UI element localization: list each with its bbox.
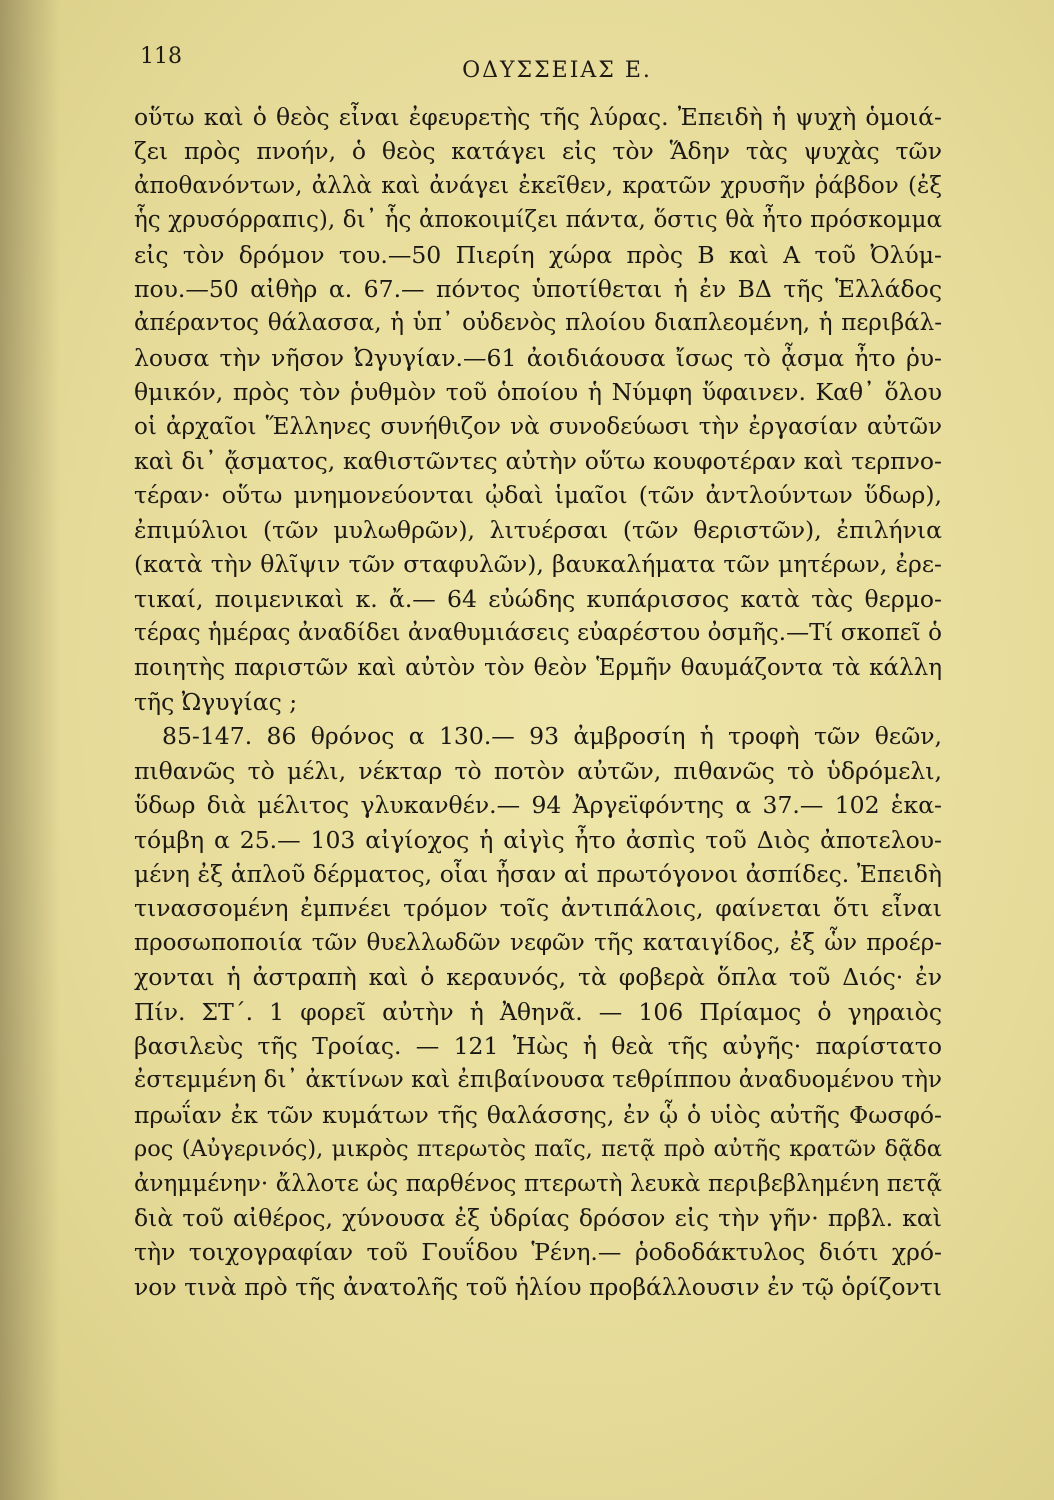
text-line: βασιλεὺς τῆς Τροίας. — 121 Ἠὼς ἡ θεὰ τῆς αὐγῆς· παρίστατο [134,1031,942,1060]
text-line: τόμβη α 25.— 103 αἰγίοχος ἡ αἰγὶς ἦτο ἀσπὶς τοῦ Διὸς ἀποτελου- [134,825,942,854]
text-line: ποιητὴς παριστῶν καὶ αὐτὸν τὸν θεὸν Ἑρμῆν θαυμάζοντα τὰ κάλλη [134,654,942,681]
text-line: εἰς τὸν δρόμον του.—50 Πιερίη χώρα πρὸς Β καὶ Α τοῦ Ὀλύμ- [134,240,942,269]
text-line: προσωποποιία τῶν θυελλωδῶν νεφῶν τῆς καταιγίδος, ἐξ ὧν προέρ- [134,929,942,956]
commentary-text [134,100,942,1304]
page-number: 118 [140,44,182,69]
text-line: ζει πρὸς πνοήν, ὁ θεὸς κατάγει εἰς τὸν Ἅδην τὰς ψυχὰς τῶν [134,137,942,166]
text-line: τικαί, ποιμενικαὶ κ. ἄ.— 64 εὐώδης κυπάρισσος κατὰ τὰς θερμο- [134,584,942,613]
text-line: τέραν· οὕτω μνημονεύονται ᾠδαὶ ἱμαῖοι (τῶν ἀντλούντων ὕδωρ), [134,481,942,510]
page-header [140,40,974,84]
text-line: ἧς χρυσόρραπις), δι᾽ ἧς ἀποκοιμίζει πάντα, ὅστις θὰ ἦτο πρόσκομμα [134,207,942,234]
text-line: καὶ δι᾽ ᾄσματος, καθιστῶντες αὐτὴν οὕτω κουφοτέραν καὶ τερπνο- [134,447,942,476]
text-line: πρωΐαν ἐκ τῶν κυμάτων τῆς θαλάσσης, ἐν ᾧ ὁ υἱὸς αὐτῆς Φωσφό- [134,1100,942,1129]
text-line: ἐπιμύλιοι (τῶν μυλωθρῶν), λιτυέρσαι (τῶν θεριστῶν), ἐπιλήνια [134,515,942,544]
text-line: ἀπέραντος θάλασσα, ἡ ὑπ᾽ οὐδενὸς πλοίου διαπλεομένη, ἡ περιβάλ- [134,310,942,337]
text-line: πιθανῶς τὸ μέλι, νέκταρ τὸ ποτὸν αὐτῶν, πιθανῶς τὸ ὑδρόμελι, [134,756,942,785]
text-line: τῆς Ὠγυγίας ; [134,687,298,716]
text-line: ὕδωρ διὰ μέλιτος γλυκανθέν.— 94 Ἀργεϊφόντης α 37.— 102 ἑκα- [134,791,942,820]
text-line: θμικόν, πρὸς τὸν ῥυθμὸν τοῦ ὁποίου ἡ Νύμφη ὕφαινεν. Καθ᾽ ὅλου [134,378,942,407]
text-line: διὰ τοῦ αἰθέρος, χύνουσα ἐξ ὑδρίας δρόσον εἰς τὴν γῆν· πρβλ. καὶ [134,1204,942,1232]
text-line: χονται ἡ ἀστραπὴ καὶ ὁ κεραυνός, τὰ φοβερὰ ὅπλα τοῦ Διός· ἐν [134,963,942,992]
text-line: ρος (Αὐγερινός), μικρὸς πτερωτὸς παῖς, πετᾷ πρὸ αὐτῆς κρατῶν δᾷδα [134,1136,942,1163]
text-line: (κατὰ τὴν θλῖψιν τῶν σταφυλῶν), βαυκαλήματα τῶν μητέρων, ἐρε- [134,550,942,579]
text-line: οἱ ἀρχαῖοι Ἕλληνες συνήθιζον νὰ συνοδεύωσι τὴν ἐργασίαν αὐτῶν [134,413,942,440]
text-line: 85-147. 86 θρόνος α 130.— 93 ἀμβροσίη ἡ τροφὴ τῶν θεῶν, [162,722,942,751]
text-line: μένη ἐξ ἁπλοῦ δέρματος, οἷαι ἦσαν αἱ πρωτόγονοι ἀσπίδες. Ἐπειδὴ [134,859,942,888]
text-line: Πίν. ΣΤ´. 1 φορεῖ αὐτὴν ἡ Ἀθηνᾶ. — 106 Πρίαμος ὁ γηραιὸς [134,997,942,1026]
running-head: ΟΔΥΣΣΕΙΑΣ Ε. [462,58,652,83]
text-line: ἀποθανόντων, ἀλλὰ καὶ ἀνάγει ἐκεῖθεν, κρατῶν χρυσῆν ῥάβδον (ἐξ [134,172,942,199]
text-line: τέρας ἡμέρας ἀναδίδει ἀναθυμιάσεις εὐαρέστου ὀσμῆς.—Τί σκοπεῖ ὁ [134,620,942,647]
text-line: νον τινὰ πρὸ τῆς ἀνατολῆς τοῦ ἡλίου προβάλλουσιν ἐν τῷ ὁρίζοντι [134,1272,942,1301]
text-line: τινασσομένη ἐμπνέει τρόμον τοῖς ἀντιπάλοις, φαίνεται ὅτι εἶναι [134,894,942,923]
text-line: ἐστεμμένη δι᾽ ἀκτίνων καὶ ἐπιβαίνουσα τεθρίππου ἀναδυομένου τὴν [134,1067,942,1094]
text-line: οὕτω καὶ ὁ θεὸς εἶναι ἐφευρετὴς τῆς λύρας. Ἐπειδὴ ἡ ψυχὴ ὁμοιά- [134,103,942,131]
text-line: λουσα τὴν νῆσον Ὠγυγίαν.—61 ἀοιδιάουσα ἴσως τὸ ᾆσμα ἦτο ῥυ- [134,343,942,372]
text-line: που.—50 αἰθὴρ α. 67.— πόντος ὑποτίθεται ἡ ἐν ΒΔ τῆς Ἑλλάδος [134,275,942,304]
text-line: ἀνημμένην· ἄλλοτε ὡς παρθένος πτερωτὴ λευκὰ περιβεβλημένη πετᾷ [134,1170,942,1197]
page-gutter-shadow [0,0,60,1500]
text-line: τὴν τοιχογραφίαν τοῦ Γουΐδου Ῥένη.— ῥοδοδάκτυλος διότι χρό- [134,1238,942,1267]
